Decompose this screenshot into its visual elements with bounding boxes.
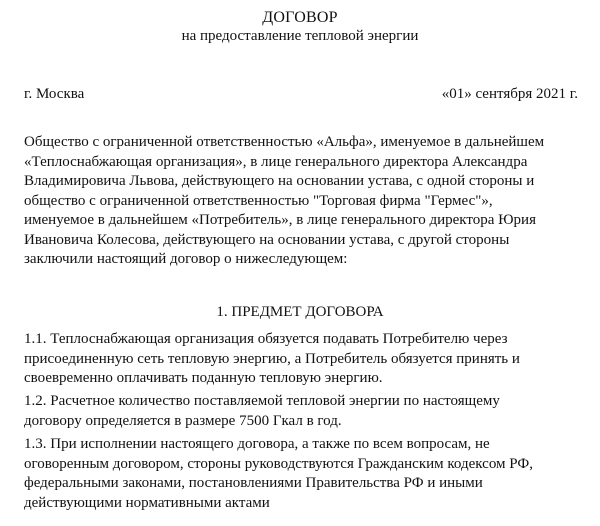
preamble-line: общество с ограниченной ответственностью "Торговая фирма "Гермес"», — [24, 192, 493, 209]
preamble-line: Ивановича Колесова, действующего на основании устава, с другой стороны — [24, 231, 510, 248]
contract-city: г. Москва — [24, 86, 85, 102]
clause-1-2 — [24, 392, 584, 431]
clause-line: 1.3. При исполнении настоящего договора, а также по всем вопросам, не — [24, 436, 490, 452]
clause-line: 1.2. Расчетное количество поставляемой тепловой энергии по настоящему — [24, 393, 500, 409]
clause-line: федеральными законами, постановлениями Правительства РФ и иными — [24, 475, 483, 491]
clause-1-3 — [24, 435, 584, 513]
clause-line: договору определяется в размере 7500 Гкал в год. — [24, 412, 342, 429]
clause-line: своевременно оплачивать поданную тепловую энергию. — [24, 370, 383, 386]
clause-line: оговоренным договором, стороны руководствуются Гражданским кодексом РФ, — [24, 455, 533, 472]
preamble-line: Общество с ограниченной ответственностью «Альфа», именуемое в дальнейшем — [24, 134, 545, 150]
preamble-paragraph — [24, 133, 584, 270]
clause-line: действующими нормативными актами — [24, 494, 270, 511]
document-title: ДОГОВОР — [262, 9, 338, 26]
preamble-line: «Теплоснабжающая организация», в лице генерального директора Александра — [24, 153, 528, 170]
document-subtitle: на предоставление тепловой энергии — [181, 28, 419, 44]
preamble-line: заключили настоящий договор о нижеследующем: — [24, 251, 348, 267]
preamble-line: именуемое в дальнейшем «Потребитель», в лице генерального директора Юрия — [24, 212, 536, 228]
contract-date: «01» сентября 2021 г. — [441, 86, 578, 102]
section-heading-subject: 1. ПРЕДМЕТ ДОГОВОРА — [216, 304, 384, 320]
clause-line: присоединенную сеть тепловую энергию, а Потребитель обязуется принять и — [24, 350, 520, 367]
clause-line: 1.1. Теплоснабжающая организация обязуется подавать Потребителю через — [24, 331, 508, 347]
clause-1-1 — [24, 330, 584, 389]
preamble-line: Владимировича Львова, действующего на основании устава, с одной стороны и — [24, 173, 535, 189]
place-date-row — [24, 85, 578, 104]
